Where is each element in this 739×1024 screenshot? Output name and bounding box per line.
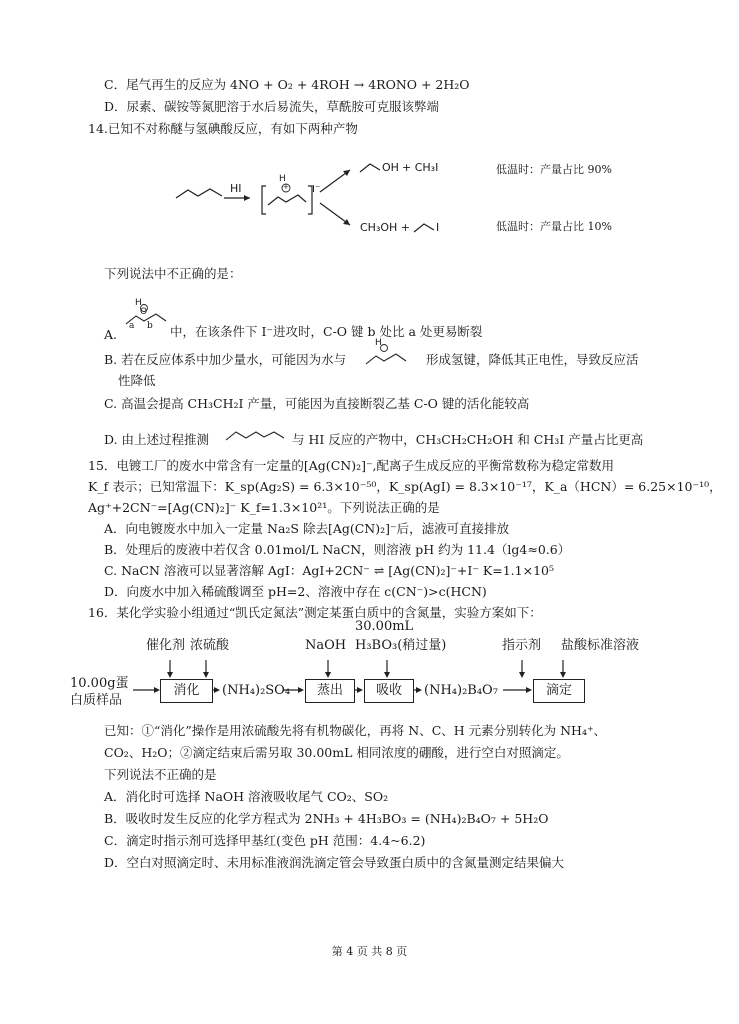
q14-option-c: C. 高温会提高 CH₃CH₂I 产量，可能因为直接断裂乙基 C-O 键的活化能较高 [104,396,530,411]
q14-d-structure [224,422,294,452]
q15-option-a: A．向电镀废水中加入一定量 Na₂S 除去[Ag(CN)₂]⁻后，滤液可直接排放 [104,521,510,536]
q14-a-o: O [140,307,148,317]
flow-sample-line2: 白质样品 [70,693,123,708]
q15-option-b: B．处理后的废液中若仅含 0.01mol/L NaCN，则溶液 pH 约为 11.4（lg4≈0.6） [104,542,571,557]
q16-option-b: B．吸收时发生反应的化学方程式为 2NH₃ + 4H₃BO₃ = (NH₄)₂B₄O₇ + 5H₂O [104,811,549,826]
flow-step-titrate: 滴定 [533,679,585,703]
flow-volume: 30.00mL [355,619,414,634]
iodide-anion: I⁻ [312,184,321,195]
flow-sample-line1: 10.00g蛋 [70,676,129,691]
q14-a-h: H [135,298,142,308]
q16-known-line2: CO₂、H₂O；②滴定结束后需另取 30.00mL 相同浓度的硼酸，进行空白对照滴定。 [104,745,569,760]
product2-yield-note: 低温时：产量占比 10% [496,220,612,233]
q15-stem-line2: K_f 表示；已知常温下：K_sp(Ag₂S) = 6.3×10⁻⁵⁰，K_sp(AgI) = 8.3×10⁻¹⁷，K_a（HCN）= 6.25×10⁻¹⁰， [88,479,722,494]
flow-step-absorb: 吸收 [364,679,414,703]
q13-option-c: C．尾气再生的反应为 4NO + O₂ + 4ROH → 4RONO + 2H₂O [104,77,470,92]
flow-step-digest: 消化 [160,679,213,703]
q16-option-c: C．滴定时指示剂可选择甲基红(变色 pH 范围：4.4~6.2) [104,833,426,848]
q14-option-d-suffix: 与 HI 反应的产物中，CH₃CH₂CH₂OH 和 CH₃I 产量占比更高 [292,432,644,447]
flow-ammonium-borate: (NH₄)₂B₄O₇ [424,683,498,698]
q16-option-a: A．消化时可选择 NaOH 溶液吸收尾气 CO₂、SO₂ [104,789,389,804]
reagent-hi: HI [230,182,242,195]
q16-known-line1: 已知：①“消化”操作是用浓硫酸先将有机物碳化，再将 N、C、H 元素分别转化为 NH₄⁺、 [104,723,607,738]
flow-conc-acid: 浓硫酸 [190,638,230,653]
q14-a-label-a: a [129,321,135,331]
q14-b-h: H [375,338,382,348]
q14-a-label-b: b [147,321,153,331]
q15-option-c: C. NaCN 溶液可以显著溶解 AgI：AgI+2CN⁻ ⇌ [Ag(CN)₂]⁻+I⁻ K=1.1×10⁵ [104,563,554,578]
q14-option-a: 中，在该条件下 I⁻进攻时，C-O 键 b 处比 a 处更易断裂 [170,324,483,339]
q14-prompt: 下列说法中不正确的是： [104,266,242,281]
flow-hcl: 盐酸标准溶液 [561,638,640,653]
q14-stem: 14.已知不对称醚与氢碘酸反应，有如下两种产物 [88,121,358,136]
q15-option-d: D．向废水中加入稀硫酸调至 pH=2、溶液中存在 c(CN⁻)>c(HCN) [104,584,487,599]
q14-option-b-prefix: B. 若在反应体系中加少量水，可能因为水与 [104,352,347,367]
flow-indicator: 指示剂 [502,638,542,653]
flow-boric-acid: H₃BO₃(稍过量) [355,638,447,653]
q14-option-a-prefix: A. [104,327,118,342]
product1-oh: OH [382,161,399,174]
q16-prompt: 下列说法不正确的是 [104,767,217,782]
q14-option-b-line2: 性降低 [118,373,156,388]
q15-stem-line1: 15．电镀工厂的废水中常含有一定量的[Ag(CN)₂]⁻,配离子生成反应的平衡常数称为稳定常数用 [88,458,615,473]
product2-methanol: CH₃OH + [360,221,411,234]
q14-option-b-suffix: 形成氢键，降低其正电性，导致反应活 [426,352,639,367]
q15-stem-line3: Ag⁺+2CN⁻=[Ag(CN)₂]⁻ K_f=1.3×10²¹。下列说法正确的是 [88,500,440,515]
flow-ammonium-sulfate: (NH₄)₂SO₄ [222,683,291,698]
product1-yield-note: 低温时：产量占比 90% [496,163,612,176]
q16-stem: 16．某化学实验小组通过“凯氏定氮法”测定某蛋白质中的含氮量，实验方案如下： [88,605,542,620]
flow-naoh: NaOH [305,638,347,653]
q14-option-d-prefix: D. 由上述过程推测 [104,432,210,447]
page-footer: 第 4 页 共 8 页 [331,945,408,958]
q13-option-d: D．尿素、碳铵等氮肥溶于水后易流失，草酰胺可克服该弊端 [104,99,440,114]
oxonium-h: H [279,174,286,184]
q14-b-structure [364,338,424,378]
product2-i: I [436,221,440,234]
flow-step-distill: 蒸出 [305,679,355,703]
oxonium-plus: + [283,183,289,191]
product1-ch3i: + CH₃I [402,161,439,174]
q16-option-d: D．空白对照滴定时、未用标准液润洗滴定管会导致蛋白质中的含氮量测定结果偏大 [104,855,565,870]
flow-catalyst: 催化剂 [146,638,186,653]
